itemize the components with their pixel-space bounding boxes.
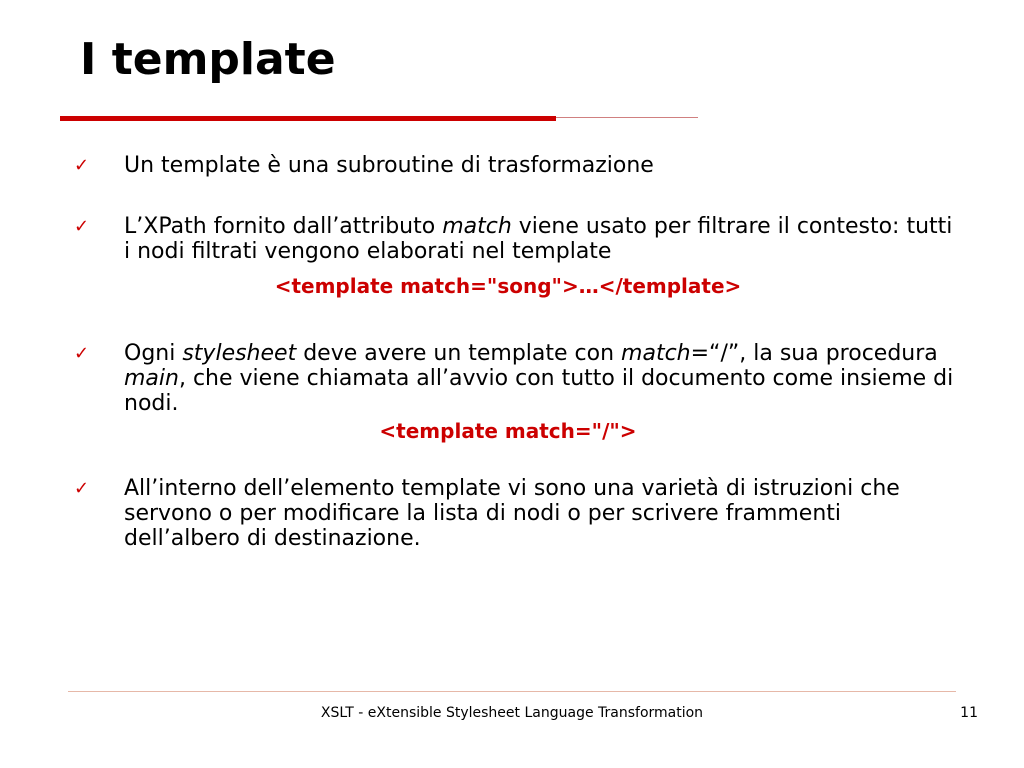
checkmark-icon: ✓ [74, 155, 90, 176]
checkmark-icon: ✓ [74, 216, 90, 237]
text-run: L’XPath fornito dall’attributo [124, 214, 443, 239]
footer-divider [68, 691, 956, 692]
bullet-item-2 [74, 214, 954, 264]
bullet-item-1 [74, 153, 954, 178]
bullet-text [124, 476, 900, 551]
bullet-text [124, 214, 952, 264]
text-run: , che viene chiamata all’avvio con tutto il documento come insieme di nodi. [124, 366, 954, 416]
bullet-text [124, 153, 654, 178]
bullet-item-3 [74, 341, 954, 416]
bullet-text [124, 341, 953, 416]
text-run: , la sua procedura [739, 341, 938, 366]
page-number: 11 [960, 705, 978, 721]
text-run: Un template è una subroutine di trasformazione [124, 153, 654, 178]
text-run: viene usato per filtrare il contesto: tutti i nodi filtrati vengono elaborati nel template [124, 214, 953, 264]
bullet-item-4 [74, 476, 954, 551]
title-underline-thin [556, 117, 698, 118]
text-run: deve avere un template con [296, 341, 622, 366]
checkmark-icon: ✓ [74, 478, 90, 499]
checkmark-icon: ✓ [74, 343, 90, 364]
emphasis-text: match [621, 341, 691, 366]
code-example-root-template: <template match="/"> [379, 419, 637, 443]
emphasis-text: stylesheet [182, 341, 297, 366]
code-example-song-template: <template match="song">…</template> [274, 274, 742, 298]
emphasis-text: match [442, 214, 512, 239]
title-underline-thick [60, 116, 556, 121]
text-run: =“/” [690, 341, 740, 366]
emphasis-text: main [124, 366, 179, 391]
footer-title: XSLT - eXtensible Stylesheet Language Transformation [320, 705, 704, 721]
text-run: Ogni [124, 341, 183, 366]
text-run: All’interno dell’elemento template vi sono una varietà di istruzioni che servono o per modificare la lista di nodi o per scrivere frammenti dell’albero di destinazione. [124, 476, 900, 551]
slide-title: I template [80, 34, 336, 85]
